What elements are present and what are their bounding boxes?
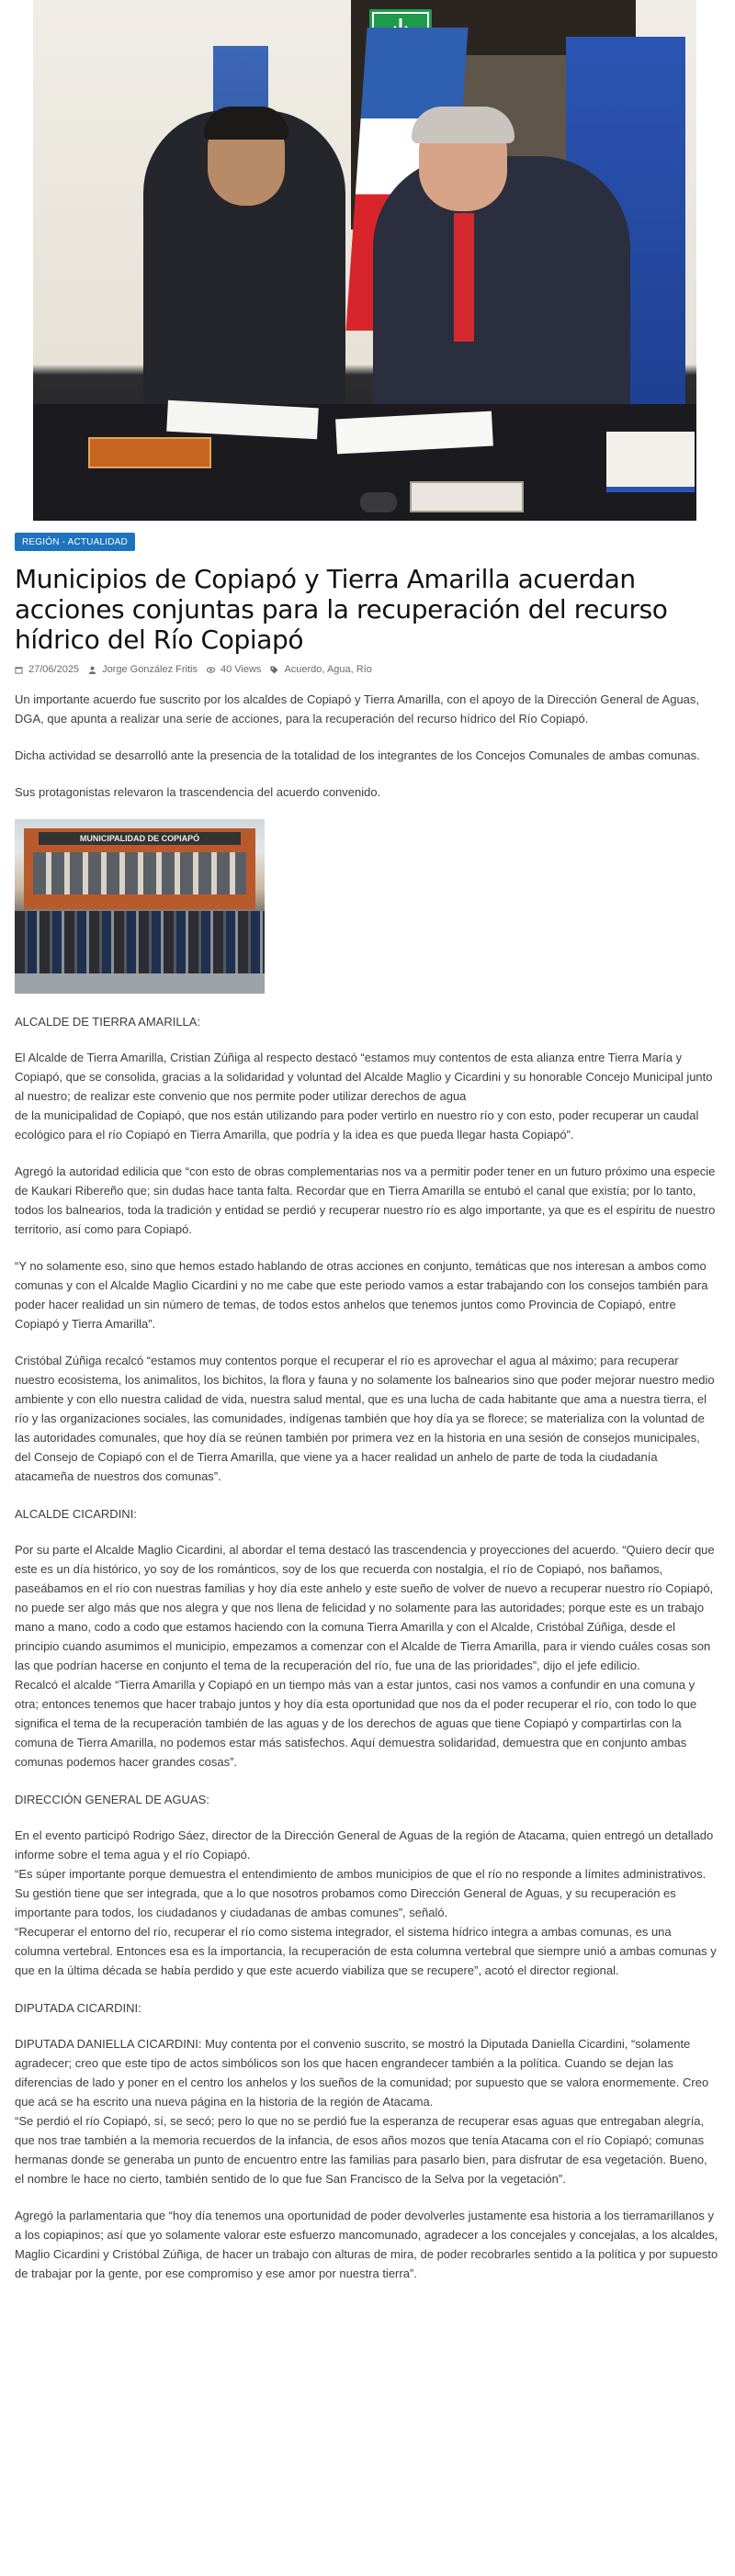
article-meta [15, 664, 718, 675]
paragraph: Recalcó el alcalde “Tierra Amarilla y Copiapó en un tiempo más van a estar juntos, casi nos vamos a confundir en una comuna y otra; entonces tenemos que hacer trabajo juntos y hoy día esta oportunidad que nos da el poder recuperar el río, con todo lo que significa el tema de la recuperación también de las aguas y de los derechos de aguas que tiene Copiapó y compartirlas con la comuna de Tierra Amarilla, no podemos estar más satisfechos. Aquí demuestra solidaridad, demuestra que en conjunto ambas comunas podemos hacer grandes cosas”. [15, 1678, 697, 1769]
article-views: 40 Views [220, 664, 262, 675]
person-right [373, 156, 630, 432]
tag-link[interactable]: Río [356, 664, 372, 675]
building-windows [33, 852, 246, 894]
paragraph: Un importante acuerdo fue suscrito por los alcaldes de Copiapó y Tierra Amarilla, con el apoyo de la Dirección General de Aguas, DGA, que apunta a realizar una serie de acciones, para la recuperación del recurso hídrico del Río Copiapó. [15, 692, 700, 726]
paragraph: “Recuperar el entorno del río, recuperar el río como sistema integrador, el sistema hídrico integra a ambas comunas, es una columna vertebral. Entonces esa es la importancia, la recuperación de esta columna vertebral que siempre unió a ambas comunas y que en la última década se había perdido y que este acuerdo viabiliza que se recupere”, acotó el director regional. [15, 1925, 717, 1977]
section-heading: DIPUTADA CICARDINI: [15, 2001, 141, 2015]
name-plate-left [88, 437, 211, 468]
article-content [15, 533, 718, 2300]
tag-separator: , [350, 664, 356, 675]
group-photo [15, 819, 265, 994]
paragraph: Agregó la parlamentaria que “hoy día tenemos una oportunidad de poder devolverles justamente esa historia a los tierramarillanos y a los copiapinos; así que yo solamente valorar este esfuerzo mancomunado, agradecer a los concejales y concejalas, a los alcaldes, Maglio Cicardini y Cristóbal Zúñiga, de hacer un trabajo con alturas de mira, de poder recobrarles sentido a la política y por supuesto de trabajar por la gente, por ese compromiso y ese amor por nuestra tierra”. [15, 2209, 718, 2280]
eye-icon [207, 666, 215, 674]
paragraph: En el evento participó Rodrigo Sáez, director de la Dirección General de Aguas de la región de Atacama, quien entregó un detallado informe sobre el tema agua y el río Copiapó. [15, 1828, 714, 1862]
red-tie [454, 213, 474, 342]
user-icon [88, 666, 96, 674]
paragraph: Sus protagonistas relevaron la trascendencia del acuerdo convenido. [15, 785, 381, 799]
paragraph: “Es súper importante porque demuestra el entendimiento de ambos municipios de que el río no responde a límites administrativos. Su gestión tiene que ser integrada, que a lo que nosotros probamos como Dirección General de Aguas, y su recuperación es importante para todos, los ciudadanos y ciudadanas de ambas comunes”, señaló. [15, 1867, 707, 1919]
tag-icon [270, 666, 278, 674]
gift-box [606, 432, 695, 492]
paragraph: Cristóbal Zúñiga recalcó “estamos muy contentos porque el recuperar el río es aprovechar el agua al máximo; para recuperar nuestro ecosistema, los animalitos, los bichitos, la flora y fauna y no solamente los balnearios sino que poder mejorar nuestro medio ambiente y con ello nuestra calidad de vida, nuestra salud mental, que es una lucha de cada habitante que ama a nuestra tierra, el río y las organizaciones sociales, las comunidades, indígenas también que hoy día ya se florece; se materializa con la voluntad de las autoridades comunales, que hoy día se reúnen también por primera vez en la historia en una sesión de consejos municipales, del Consejo de Copiapó con el de Tierra Amarilla, que viene ya a hacer realidad un anhelo de parte de toda la ciudadanía atacameña de nuestros dos comunas”. [15, 1354, 715, 1483]
article-title: Municipios de Copiapó y Tierra Amarilla acuerdan acciones conjuntas para la recuperación del recurso hídrico del Río Copiapó [15, 564, 668, 655]
paragraph: “Y no solamente eso, sino que hemos estado hablando de otras acciones en conjunto, temáticas que nos interesan a ambos como comunas y con el Alcalde Maglio Cicardini y no me cabe que este periodo vamos a estar trabajando con los consejos también para poder hacer realidad un sin número de temas, de todos estos anhelos que tenemos juntos como Provincia de Copiapó, entre Copiapó y Tierra Amarilla”. [15, 1259, 708, 1331]
section-heading: DIRECCIÓN GENERAL DE AGUAS: [15, 1793, 209, 1806]
article-author[interactable]: Jorge González Fritis [102, 664, 198, 675]
paragraph: El Alcalde de Tierra Amarilla, Cristian Zúñiga al respecto destacó “estamos muy contentos de esta alianza entre Tierra María y Copiapó, que se consolida, gracias a la solidaridad y voluntad del Alcalde Maglio y Cicardini y su honorable Concejo Municipal junto al nuestro; de realizar este convenio que nos permite poder utilizar derechos de agua [15, 1051, 713, 1103]
calendar-icon [15, 666, 23, 674]
article-date: 27/06/2025 [28, 664, 80, 675]
tag-link[interactable]: Agua [326, 664, 351, 675]
person-left-hair [204, 107, 288, 140]
category-badge[interactable]: REGIÓN - ACTUALIDAD [15, 533, 135, 551]
tag-link[interactable]: Acuerdo [284, 664, 322, 675]
person-right-hair [412, 107, 514, 143]
plaza-ground [15, 973, 265, 994]
paragraph: de la municipalidad de Copiapó, que nos están utilizando para poder vertirlo en nuestro río y con esto, poder recuperar un caudal ecológico para el río Copiapó en Tierra Amarilla, que podría y la idea es que pueda llegar hasta Copiapó”. [15, 1108, 699, 1142]
paragraph: Agregó la autoridad edilicia que “con esto de obras complementarias nos va a permitir poder tener en un futuro próximo una especie de Kaukari Ribereño que; sin dudas hace tanta falta. Recordar que en Tierra Amarilla se entubó el canal que existía; por lo tanto, todos los balnearios, toda la tradición y entidad se perdió y recuperar nuestro río es algo importante, ya que es el espíritu de nuestro territorio, así como para Copiapó. [15, 1164, 716, 1236]
tag-separator: , [322, 664, 327, 675]
hero-photo [33, 0, 696, 521]
paragraph: Por su parte el Alcalde Maglio Cicardini, al abordar el tema destacó las trascendencia y proyecciones del acuerdo. “Quiero decir que este es un día histórico, yo soy de los románticos, soy de los que recuerda con nostalgia, el río de Copiapó, nos bañamos, paseábamos en el río con nuestras familias y hoy día este anhelo y este sueño de volver de nuevo a recuperar nuestro río Copiapó, no puede ser algo más que nos alegra y que nos llena de felicidad y no solamente para las autoridades; porque este es un trabajo mano a mano, codo a codo que estamos haciendo con la comuna Tierra Amarilla y con el Alcalde, Cristóbal Zúñiga, desde el principio cuando asumimos el municipio, empezamos a comenzar con el Alcalde de Tierra Amarilla, para ir viendo cuáles cosas son las que podrían hacerse en conjunto el tema de la recuperación del río, fue una de las prioridades”, dijo el jefe edilicio. [15, 1543, 715, 1672]
article-tags [284, 664, 371, 675]
paragraph: DIPUTADA DANIELLA CICARDINI: Muy contenta por el convenio suscrito, se mostró la Diputada Daniella Cicardini, “solamente agradecer; creo que este tipo de actos simbólicos son los que hacen engrandecer también a la política. Cuando se dejan las diferencias de lado y poner en el centro los anhelos y los sueños de la comunidad; por supuesto que se valora enormemente. Creo que acá se ha escrito una nueva página en la historia de la región de Atacama. [15, 2037, 709, 2109]
municipality-sign: MUNICIPALIDAD DE COPIAPÓ [39, 832, 241, 845]
microphone [360, 492, 397, 512]
paragraph: Dicha actividad se desarrolló ante la presencia de la totalidad de los integrantes de los Concejos Comunales de ambas comunas. [15, 748, 700, 762]
paragraph: “Se perdió el río Copiapó, sí, se secó; pero lo que no se perdió fue la esperanza de recuperar esas aguas que entregaban alegría, que nos trae también a la memoria recuerdos de la infancia, de esos años mozos que tenía Atacama con el río Copiapó; comunas hermanas donde se generaba un punto de encuentro entre las familias para pasarlo bien, para disfrutar de esa vegetación. Bueno, el nombre le hace no cierto, también sentido de lo que fue San Francisco de la Selva por la vegetación”. [15, 2114, 707, 2186]
name-plate-right [410, 481, 524, 512]
section-heading: ALCALDE CICARDINI: [15, 1507, 137, 1521]
section-heading: ALCALDE DE TIERRA AMARILLA: [15, 1015, 201, 1029]
